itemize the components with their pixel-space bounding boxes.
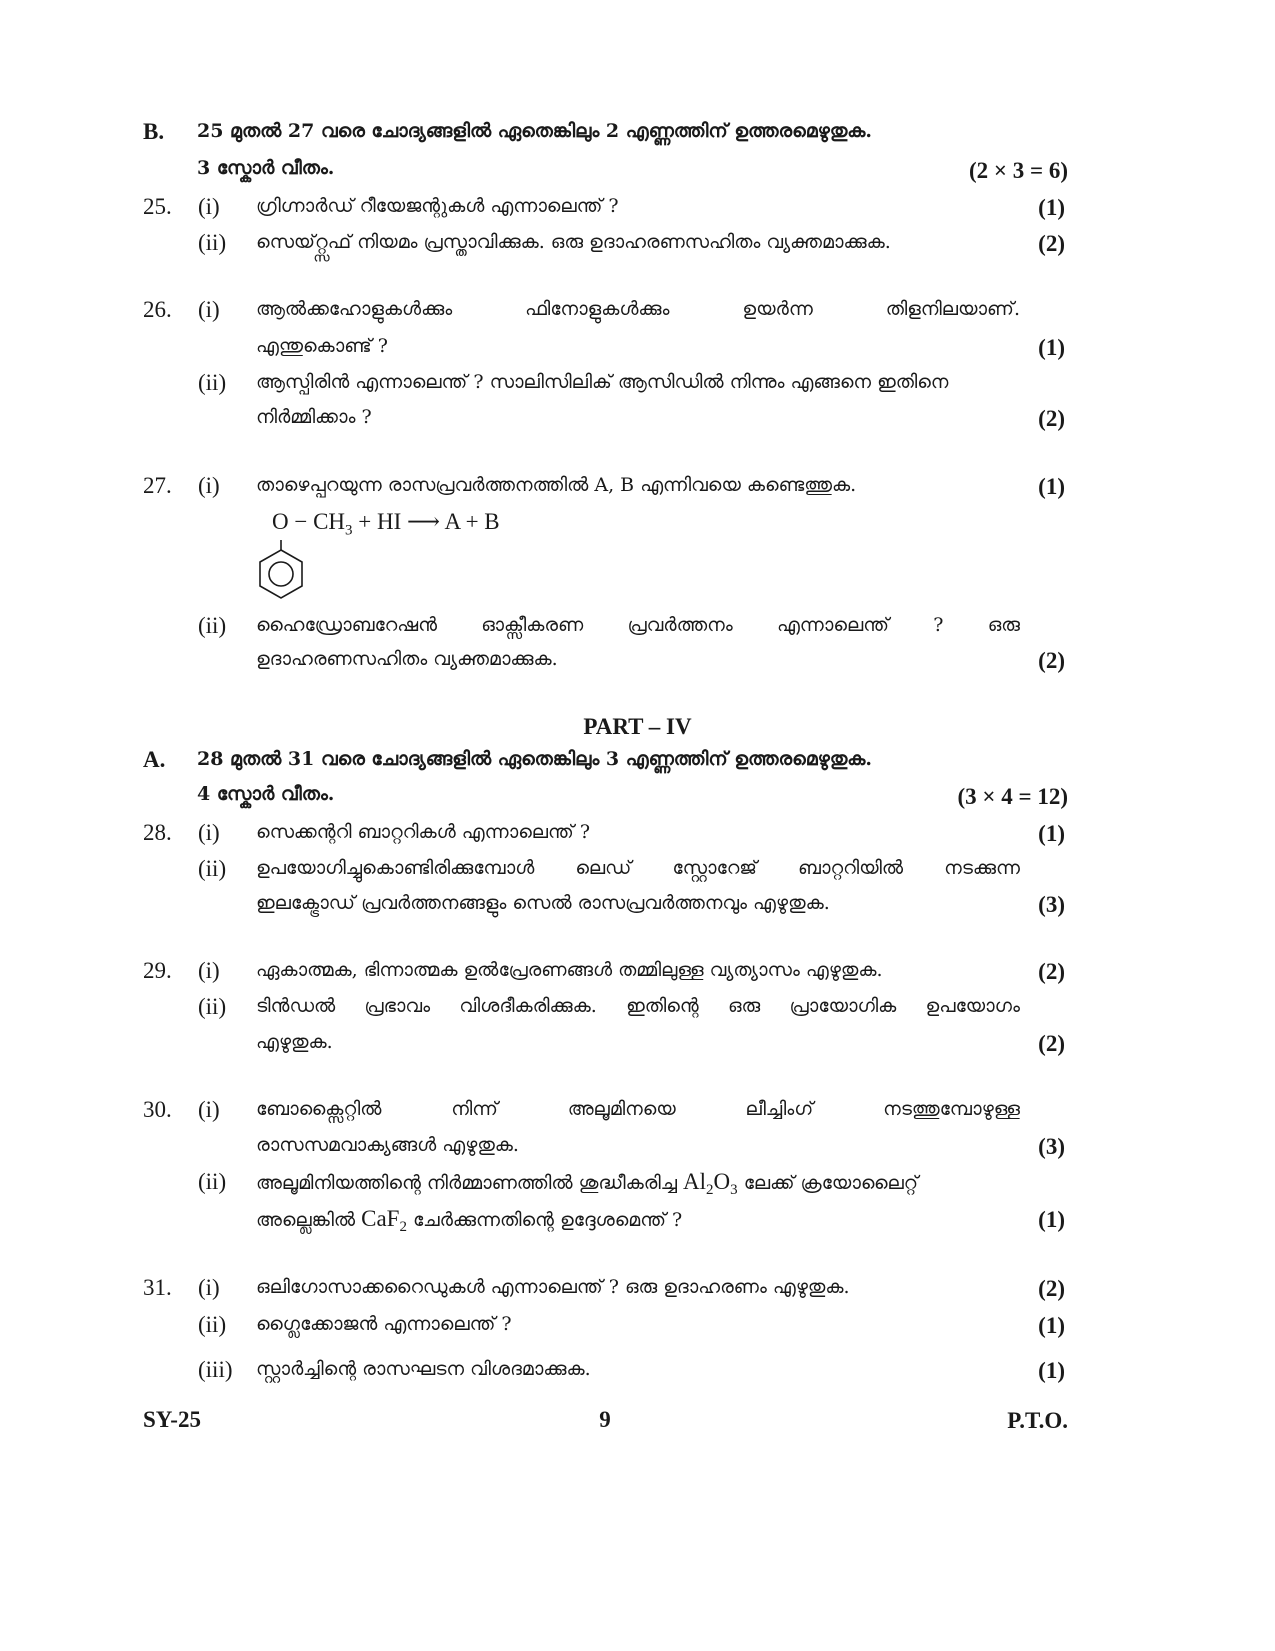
q30-number: 30. — [143, 1097, 172, 1122]
q29-number: 29. — [143, 958, 172, 983]
q29-ii-word: പ്രായോഗിക — [789, 995, 897, 1017]
q30-i-word: അലൂമിനയെ — [567, 1098, 676, 1120]
q29-ii-line1 — [256, 997, 1020, 1016]
pto-label: P.T.O. — [1007, 1408, 1068, 1433]
calcium-fluoride-formula: CaF — [361, 1206, 400, 1231]
reaction-products: + HI ⟶ A + B — [352, 509, 500, 534]
q27-ii-marks: (2) — [1038, 648, 1065, 673]
q29-ii-marks: (2) — [1038, 1031, 1065, 1056]
q26-ii-line2: നിർമ്മിക്കാം ? — [256, 406, 372, 428]
q26-ii-line1: ആസ്പിരിൻ എന്നാലെന്ത് ? സാലിസിലിക് ആസിഡിൽ നിന്നും എങ്ങനെ ഇതിനെ — [256, 371, 949, 393]
alumina-formula: O — [713, 1169, 731, 1194]
q29-ii-word: ഇതിന്റെ — [626, 995, 699, 1017]
q29-ii-word: ഉപയോഗം — [925, 995, 1020, 1017]
q31-i-text: ഒലിഗോസാക്കറൈഡുകൾ എന്നാലെന്ത് ? ഒരു ഉദാഹരണം എഴുതുക. — [256, 1276, 850, 1298]
q25-i-marks: (1) — [1038, 195, 1065, 220]
q30-ii-label: (ii) — [198, 1169, 227, 1194]
q27-ii-word: എന്നാലെന്ത് — [776, 614, 889, 636]
reaction-equation — [272, 510, 500, 539]
q31-ii-text: ഗ്ലൈക്കോജൻ എന്നാലെന്ത് ? — [256, 1313, 512, 1335]
q26-ii-marks: (2) — [1038, 406, 1065, 431]
reaction-reactant: O − CH — [272, 509, 346, 534]
q29-ii-label: (ii) — [198, 994, 227, 1019]
q26-i-line2: എന്തുകൊണ്ട് ? — [256, 335, 388, 357]
q31-number: 31. — [143, 1275, 172, 1300]
reaction-subscript: 3 — [345, 522, 353, 539]
q29-ii-word: വിശദീകരിക്കുക. — [459, 995, 597, 1017]
q26-i-marks: (1) — [1038, 335, 1065, 360]
q30-ii-text: അലൂമിനിയത്തിന്റെ നിർമ്മാണത്തിൽ ശുദ്ധീകരിച്ച — [256, 1172, 684, 1194]
q25-number: 25. — [143, 194, 172, 219]
q30-ii-marks: (1) — [1038, 1207, 1065, 1232]
q25-ii-label: (ii) — [198, 230, 227, 255]
q30-i-marks: (3) — [1038, 1134, 1065, 1159]
q30-ii-text: ചേർക്കുന്നതിന്റെ ഉദ്ദേശമെന്ത് ? — [406, 1209, 683, 1231]
q31-iii-text: സ്റ്റാർച്ചിന്റെ രാസഘടന വിശദമാക്കുക. — [256, 1358, 591, 1380]
paper-code: SY-25 — [143, 1407, 201, 1432]
q28-ii-label: (ii) — [198, 856, 227, 881]
q29-ii-line2: എഴുതുക. — [256, 1031, 333, 1053]
q27-ii-line2: ഉദാഹരണസഹിതം വ്യക്തമാക്കുക. — [256, 648, 558, 670]
q30-i-line1 — [256, 1100, 1020, 1119]
section-b-marks: (2 × 3 = 6) — [968, 158, 1068, 183]
q30-ii-line1 — [256, 1170, 918, 1198]
q29-ii-word: പ്രഭാവം — [364, 995, 431, 1017]
q25-i-text: ഗ്രിഗ്നാർഡ് റീയേജന്റുകൾ എന്നാലെന്ത് ? — [256, 195, 619, 217]
q28-ii-line2: ഇലക്ട്രോഡ് പ്രവർത്തനങ്ങളും സെൽ രാസപ്രവർത്തനവും എഴുതുക. — [256, 892, 830, 914]
q31-ii-label: (ii) — [198, 1312, 227, 1337]
q28-ii-line1 — [256, 859, 1020, 878]
q27-ii-label: (ii) — [198, 613, 227, 638]
section-a-label: A. — [143, 747, 166, 772]
q28-ii-word: ലെഡ് — [575, 857, 632, 879]
q26-i-word: തിളനിലയാണ്. — [885, 298, 1020, 320]
q27-i-marks: (1) — [1038, 474, 1065, 499]
q27-ii-word: ? — [933, 614, 944, 636]
q30-i-label: (i) — [198, 1097, 220, 1122]
q30-ii-text: അല്ലെങ്കിൽ — [256, 1209, 362, 1231]
q30-i-word: ബോക്സൈറ്റിൽ — [256, 1098, 382, 1120]
q26-i-label: (i) — [198, 297, 220, 322]
q25-i-label: (i) — [198, 194, 220, 219]
part-iv-heading: PART – IV — [583, 714, 692, 739]
q27-number: 27. — [143, 473, 172, 498]
formula-subscript: 2 — [399, 1218, 407, 1235]
q28-i-text: സെക്കന്ററി ബാറ്ററികൾ എന്നാലെന്ത് ? — [256, 821, 591, 843]
section-b-score: 3 സ്കോർ വീതം. — [197, 157, 335, 179]
section-a-instruction: 28 മുതൽ 31 വരെ ചോദ്യങ്ങളിൽ ഏതെങ്കിലും 3 എണ്ണത്തിന് ഉത്തരമെഴുതുക. — [197, 748, 873, 770]
q30-i-line2: രാസസമവാക്യങ്ങൾ എഴുതുക. — [256, 1134, 519, 1156]
q27-i-text: താഴെപ്പറയുന്ന രാസപ്രവർത്തനത്തിൽ A, B എന്നിവയെ കണ്ടെത്തുക. — [256, 474, 857, 496]
q27-ii-word: ഒരു — [987, 614, 1020, 636]
q30-ii-text: ലേക്ക് ക്രയോലൈറ്റ് — [737, 1172, 919, 1194]
q29-ii-word: ടിൻഡൽ — [256, 995, 336, 1017]
q26-ii-label: (ii) — [198, 370, 227, 395]
q29-i-text: ഏകാത്മക, ഭിന്നാത്മക ഉൽപ്രേരണങ്ങൾ തമ്മിലുള്ള വ്യത്യാസം എഴുതുക. — [256, 959, 883, 981]
page-number: 9 — [599, 1407, 611, 1432]
q27-i-label: (i) — [198, 473, 220, 498]
section-a-marks: (3 × 4 = 12) — [957, 784, 1068, 809]
benzene-ring-icon — [255, 540, 315, 610]
q25-ii-marks: (2) — [1038, 231, 1065, 256]
q28-ii-word: ഉപയോഗിച്ചുകൊണ്ടിരിക്കുമ്പോൾ — [256, 857, 535, 879]
q31-iii-label: (iii) — [198, 1357, 233, 1382]
q26-i-word: ഫിനോളുകൾക്കും — [525, 298, 670, 320]
formula-subscript: 2 — [706, 1181, 714, 1198]
q28-ii-marks: (3) — [1038, 892, 1065, 917]
q31-i-marks: (2) — [1038, 1276, 1065, 1301]
q27-ii-line1 — [256, 616, 1020, 635]
q28-i-marks: (1) — [1038, 821, 1065, 846]
q30-ii-line2 — [256, 1207, 682, 1235]
q28-ii-word: നടക്കുന്ന — [944, 857, 1020, 879]
q28-ii-word: ബാറ്ററിയിൽ — [798, 857, 904, 879]
q30-i-word: നിന്ന് — [451, 1098, 498, 1120]
q27-ii-word: പ്രവർത്തനം — [627, 614, 733, 636]
q29-i-label: (i) — [198, 958, 220, 983]
q31-i-label: (i) — [198, 1275, 220, 1300]
q28-number: 28. — [143, 820, 172, 845]
q26-number: 26. — [143, 297, 172, 322]
q26-i-word: ആൽക്കഹോളുകൾക്കും — [256, 298, 453, 320]
q27-ii-word: ഹൈഡ്രോബറേഷൻ — [256, 614, 437, 636]
formula-subscript: 3 — [730, 1181, 738, 1198]
q28-ii-word: സ്റ്റോറേജ് — [672, 857, 757, 879]
section-a-score: 4 സ്കോർ വീതം. — [197, 783, 335, 805]
q25-ii-text: സെയ്റ്റ്സഫ് നിയമം പ്രസ്താവിക്കുക. ഒരു ഉദാഹരണസഹിതം വ്യക്തമാക്കുക. — [256, 231, 891, 253]
section-b-instruction: 25 മുതൽ 27 വരെ ചോദ്യങ്ങളിൽ ഏതെങ്കിലും 2 എണ്ണത്തിന് ഉത്തരമെഴുതുക. — [197, 120, 873, 142]
q31-ii-marks: (1) — [1038, 1313, 1065, 1338]
alumina-formula: Al — [683, 1169, 707, 1194]
section-b-label: B. — [143, 119, 165, 144]
q29-i-marks: (2) — [1038, 959, 1065, 984]
q30-i-word: നടത്തുമ്പോഴുള്ള — [883, 1098, 1020, 1120]
q30-i-word: ലീച്ചിംഗ് — [745, 1098, 814, 1120]
q29-ii-word: ഒരു — [727, 995, 761, 1017]
q26-i-line1 — [256, 300, 1020, 319]
q26-i-word: ഉയർന്ന — [742, 298, 813, 320]
q28-i-label: (i) — [198, 820, 220, 845]
q27-ii-word: ഓക്സീകരണ — [481, 614, 584, 636]
q31-iii-marks: (1) — [1038, 1358, 1065, 1383]
